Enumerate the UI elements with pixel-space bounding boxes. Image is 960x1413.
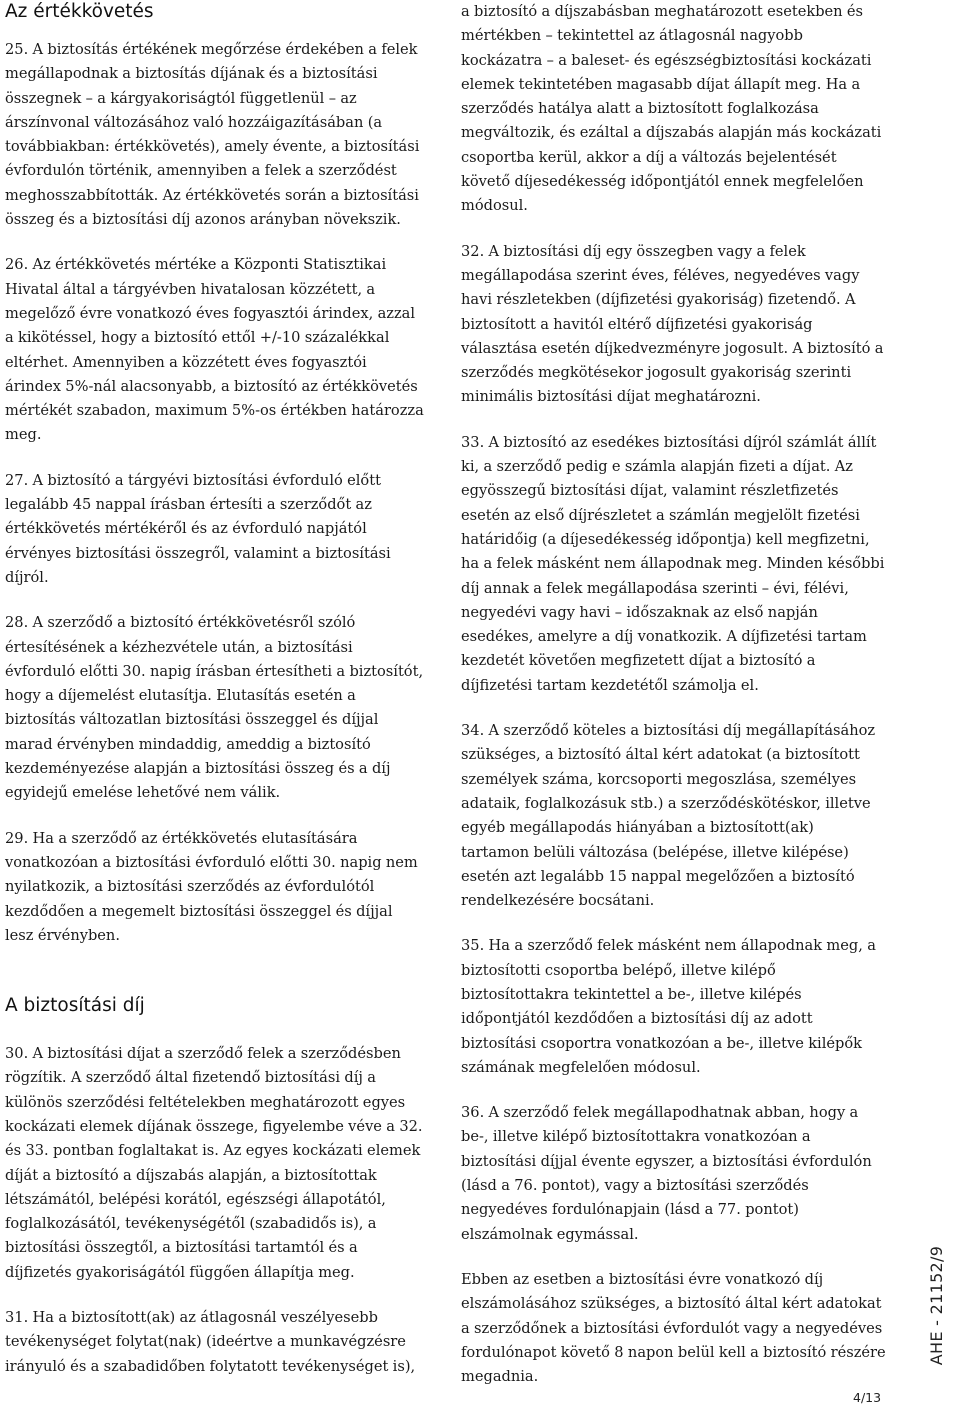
paragraph-28: 28. A szerződő a biztosító értékkövetésről szóló értesítésének a kézhezvétele után, a biztosítási évforduló előtti 30. napig írásban értesítheti a biztosítót, hogy a díjemelést elutasítja. Elutasítás esetén a biztosítás változatlan biztosítási összeggel és díjjal marad érvényben mindaddig, ameddig a biztosító kezdeményezése alapján a biztosítási összeg és a díj egyidejű emelése lehetővé nem válik. xyxy=(5,614,424,802)
paragraph-29: 29. Ha a szerződő az értékkövetés elutasítására vonatkozóan a biztosítási évforduló előtti 30. napig nem nyilatkozik, a biztosítási szerződés az évfordulótól kezdődően a megemelt biztosítási összeggel és díjjal lesz érvényben. xyxy=(5,829,418,944)
paragraph-34: 34. A szerződő köteles a biztosítási díj megállapításához szükséges, a biztosító által kért adatokat (a biztosított személyek száma, korcsoporti megoszlása, személyes adataik, foglalkozásuk stb.) a szerződéskötéskor, illetve egyéb megállapodás hiányában a biztosított(ak) tartamon belüli változása (belépése, illetve kilépése) esetén azt legalább 15 nappal megelőzően a biztosító rendelkezésére bocsátani. xyxy=(461,722,876,910)
paragraph-31-continued: a biztosító a díjszabásban meghatározott esetekben és mértékben – tekintettel az átlagosnál nagyobb kockázatra – a baleset- és egészségbiztosítási kockázati elemek tekintetében magasabb díjat állapít meg. Ha a szerződés hatálya alatt a biztosított foglalkozása megváltozik, és ezáltal a díjszabás alapján más kockázati csoportba kerül, akkor a díj a változás bejelentését követő díjesedékesség időpontjától ennek megfelelően módosul. xyxy=(461,3,882,215)
left-column xyxy=(5,0,425,1400)
paragraph-settlement: Ebben az esetben a biztosítási évre vonatkozó díj elszámolásához szükséges, a biztosító által kért adatokat a szerződőnek a biztosítási évfordulót vagy a negyedéves fordulónapot követő 8 napon belül kell a biztosító részére megadnia. xyxy=(461,1270,886,1386)
paragraph-32: 32. A biztosítási díj egy összegben vagy a felek megállapodása szerint éves, féléves, negyedéves vagy havi részletekben (díjfizetési gyakoriság) fizetendő. A biztosított a havitól eltérő díjfizetési gyakoriság választása esetén díjkedvezményre jogosult. A biztosító a szerződés megkötésekor jogosult gyakoriság szerinti minimális biztosítási díjat meghatározni. xyxy=(461,242,884,406)
paragraph-30: 30. A biztosítási díjat a szerződő felek a szerződésben rögzítik. A szerződő által fizetendő biztosítási díj a különös szerződési feltételekben meghatározott egyes kockázati elemek díjának összege, figyelembe véve a 32. és 33. pontban foglaltakat is. Az egyes kockázati elemek díját a biztosító a díjszabás alapján, a biztosítottak létszámától, belépési korától, egészségi állapotától, foglalkozásától, tevékenységétől (szabadidős is), a biztosítási összegtől, a biztosítási tartamtól és a díjfizetés gyakoriságától függően állapítja meg. xyxy=(5,1045,423,1281)
section-heading-premium: A biztosítási díj xyxy=(5,995,145,1017)
document-code-label: AHE - 21152/9 xyxy=(927,1245,947,1365)
paragraph-35: 35. Ha a szerződő felek másként nem állapodnak meg, a biztosítotti csoportba belépő, illetve kilépő biztosítottakra tekintettel a be-, illetve kilépés időpontjától kezdődően a biztosítási díj az adott biztosítási csoportra vonatkozóan a be-, illetve kilépők számának megfelelően módosul. xyxy=(461,937,876,1076)
section-heading-value-tracking: Az értékkövetés xyxy=(5,1,154,22)
paragraph-33: 33. A biztosító az esedékes biztosítási díjról számlát állít ki, a szerződő pedig e számla alapján fizeti a díjat. Az egyösszegű biztosítási díjat, valamint részletfizetés esetén az első díjrészletet a számlán megjelölt fizetési határidőig (a díjesedékesség időpontja) kell megfizetni, ha a felek másként nem állapodnak meg. Minden későbbi díj annak a felek megállapodása szerinti – évi, félévi, negyedévi vagy havi – időszaknak az első napján esedékes, amelyre a díj vonatkozik. A díjfizetési tartam kezdetét követően megfizetett díjat a biztosító a díjfizetési tartam kezdetétől számolja el. xyxy=(461,433,885,694)
document-code xyxy=(922,1245,952,1365)
right-column xyxy=(461,0,886,1410)
page-number: 4/13 xyxy=(853,1390,882,1405)
paragraph-25: 25. A biztosítás értékének megőrzése érdekében a felek megállapodnak a biztosítás díjának és a biztosítási összegnek – a kárgyakoriságtól függetlenül – az árszínvonal változásához való hozzáigazításában (a továbbiakban: értékkövetés), amely évente, a biztosítási évfordulón történik, amennyiben a felek a szerződést meghosszabbították. Az értékkövetés során a biztosítási összeg és a biztosítási díj azonos arányban növekszik. xyxy=(5,41,420,229)
paragraph-27: 27. A biztosító a tárgyévi biztosítási évforduló előtt legalább 45 nappal írásban értesíti a szerződőt az értékkövetés mértékéről és az évforduló napjától érvényes biztosítási összegről, valamint a biztosítási díjról. xyxy=(5,471,391,586)
paragraph-36: 36. A szerződő felek megállapodhatnak abban, hogy a be-, illetve kilépő biztosítottakra vonatkozóan a biztosítási díjjal évente egyszer, a biztosítási évfordulón (lásd a 76. pontot), vagy a biztosítási szerződés negyedéves fordulónapjain (lásd a 77. pontot) elszámolnak egymással. xyxy=(461,1104,872,1243)
paragraph-26: 26. Az értékkövetés mértéke a Központi Statisztikai Hivatal által a tárgyévben hivatalosan közzétett, a megelőző évre vonatkozó éves fogyasztói árindex, azzal a kikötéssel, hogy a biztosító ettől +/-10 százalékkal eltérhet. Amennyiben a közzétett éves fogyasztói árindex 5%-nál alacsonyabb, a biztosító az értékkövetés mértékét szabadon, maximum 5%-os értékben határozza meg. xyxy=(5,256,424,444)
paragraph-31: 31. Ha a biztosított(ak) az átlagosnál veszélyesebb tevékenységet folytat(nak) (ideértve a munkavégzésre irányuló és a szabadidőben folytatott tevékenységet is), xyxy=(5,1309,416,1375)
